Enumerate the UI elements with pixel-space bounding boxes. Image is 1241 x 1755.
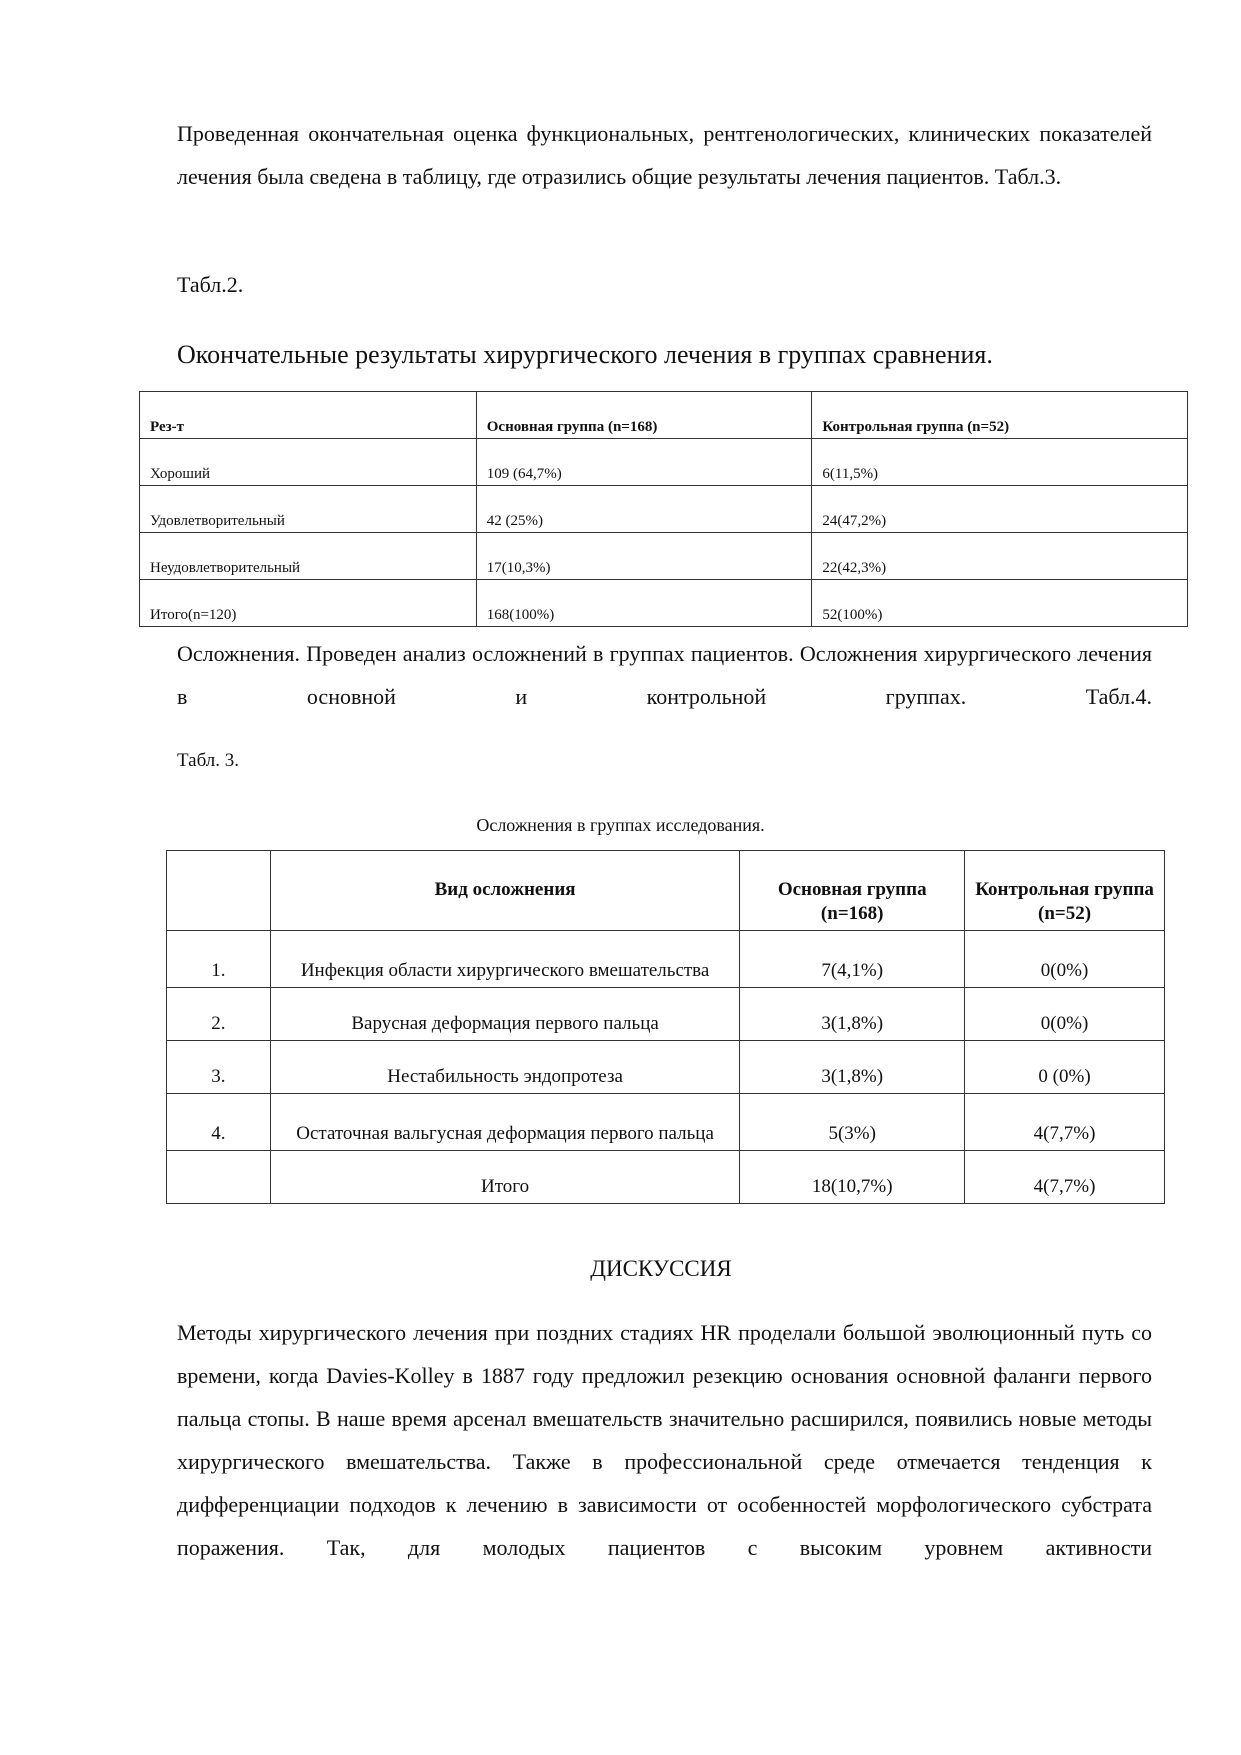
discussion-heading: ДИСКУССИЯ [590, 1256, 732, 1281]
table-cell: 1. [167, 931, 271, 988]
table3-caption: Осложнения в группах исследования. [476, 815, 765, 835]
table-row [167, 1041, 1165, 1094]
table-row [140, 439, 1188, 486]
table-cell: 7(4,1%) [740, 931, 965, 988]
discussion-paragraph: Методы хирургического лечения при поздних стадиях HR проделали большой эволюционный путь со времени, когда Davies-Kolley в 1887 году предложил резекцию основания основной фаланги первого пальца стопы. В наше время арсенал вмешательств значительно расширился, появились новые методы хирургического вмешательства. Также в профессиональной среде отмечается тенденция к дифференциации подходов к лечению в зависимости от особенностей морфологического субстрата поражения. Так, для молодых пациентов с высоким уровнем активности [177, 1320, 1152, 1560]
complications-table [166, 850, 1165, 1204]
table-row [167, 988, 1165, 1041]
table-cell: 168(100%) [476, 580, 812, 627]
table-row [140, 486, 1188, 533]
table-cell: Остаточная вальгусная деформация первого пальца [270, 1094, 739, 1151]
table-cell: 0(0%) [965, 988, 1165, 1041]
table-header-cell: Контрольная группа (n=52) [812, 392, 1188, 439]
table-cell: 52(100%) [812, 580, 1188, 627]
table-cell: 0 (0%) [965, 1041, 1165, 1094]
table-cell: 5(3%) [740, 1094, 965, 1151]
table-cell: 109 (64,7%) [476, 439, 812, 486]
table-cell: 17(10,3%) [476, 533, 812, 580]
table-cell: 2. [167, 988, 271, 1041]
table-header-cell: Вид осложнения [270, 851, 739, 931]
table-cell: 3. [167, 1041, 271, 1094]
table-cell: Варусная деформация первого пальца [270, 988, 739, 1041]
table-row [140, 580, 1188, 627]
table-cell: Хороший [140, 439, 477, 486]
table-cell: 18(10,7%) [740, 1151, 965, 1204]
table-header-cell: Основная группа (n=168) [476, 392, 812, 439]
complications-paragraph: Осложнения. Проведен анализ осложнений в группах пациентов. Осложнения хирургического лечения в основной и контрольной группах. Табл.4. [177, 641, 1152, 709]
table-header-cell [167, 851, 271, 931]
table-row [167, 1094, 1165, 1151]
table-row [140, 533, 1188, 580]
table-cell: Инфекция области хирургического вмешательства [270, 931, 739, 988]
table-cell: Итого [270, 1151, 739, 1204]
table-header-cell: Рез-т [140, 392, 477, 439]
table-cell: 4(7,7%) [965, 1094, 1165, 1151]
table-cell: 6(11,5%) [812, 439, 1188, 486]
table-cell: Удовлетворительный [140, 486, 477, 533]
table-cell: 24(47,2%) [812, 486, 1188, 533]
table-row [167, 931, 1165, 988]
results-table [139, 391, 1188, 627]
table-header-cell: Основная группа (n=168) [740, 851, 965, 931]
table-cell: Нестабильность эндопротеза [270, 1041, 739, 1094]
table-header-cell: Контрольная группа (n=52) [965, 851, 1165, 931]
table2-title: Окончательные результаты хирургического лечения в группах сравнения. [177, 340, 993, 369]
table-cell: Итого(n=120) [140, 580, 477, 627]
table-cell [167, 1151, 271, 1204]
table3-label: Табл. 3. [177, 750, 239, 771]
table-cell: 4. [167, 1094, 271, 1151]
table-cell: 0(0%) [965, 931, 1165, 988]
table-cell: 3(1,8%) [740, 1041, 965, 1094]
table-cell: 3(1,8%) [740, 988, 965, 1041]
table-cell: Неудовлетворительный [140, 533, 477, 580]
table-cell: 42 (25%) [476, 486, 812, 533]
table-cell: 22(42,3%) [812, 533, 1188, 580]
table-header-row [167, 851, 1165, 931]
table-row [167, 1151, 1165, 1204]
table-cell: 4(7,7%) [965, 1151, 1165, 1204]
table2-label: Табл.2. [177, 272, 244, 297]
table-header-row [140, 392, 1188, 439]
intro-paragraph: Проведенная окончательная оценка функциональных, рентгенологических, клинических показателей лечения была сведена в таблицу, где отразились общие результаты лечения пациентов. Табл.3. [177, 121, 1152, 189]
